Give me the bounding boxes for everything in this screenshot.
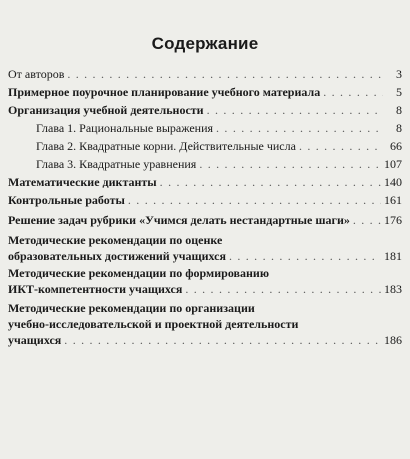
toc-entry-title: Решение задач рубрики «Учимся делать нестандартные шаги» (8, 213, 350, 227)
toc-entry-title-line: образовательных достижений учащихся (8, 249, 226, 263)
toc-entry-title-line: учебно-исследовательской и проектной деятельности (8, 317, 299, 331)
toc-entry-title-line: Методические рекомендации по организации (8, 301, 255, 315)
toc-entry (8, 301, 402, 347)
toc-entry (8, 213, 402, 227)
toc-subentry (36, 121, 402, 135)
toc-page-number: 8 (396, 103, 402, 117)
toc-page-number: 161 (384, 193, 402, 207)
page-title: Содержание (151, 34, 259, 53)
toc-entry (8, 67, 402, 81)
toc-entry-title: Глава 3. Квадратные уравнения (36, 157, 197, 171)
toc-page-number: 183 (384, 282, 402, 296)
toc-entry (8, 233, 402, 263)
dot-leader (64, 333, 381, 347)
toc-entry-title-line: учащихся (8, 333, 62, 347)
dot-leader (160, 175, 381, 189)
toc-entry (8, 193, 402, 207)
toc-page-number: 3 (396, 67, 402, 81)
dot-leader (299, 139, 383, 153)
toc-page-number: 181 (384, 249, 402, 263)
toc-entry-title: Математические диктанты (8, 175, 157, 189)
toc-entry-title: От авторов (8, 67, 65, 81)
toc-entry-title-line: Методические рекомендации по формированию (8, 266, 269, 280)
toc-entry-title: Глава 2. Квадратные корни. Действительные числа (36, 139, 296, 153)
dot-leader (67, 67, 383, 81)
toc-entry-title-line: ИКТ-компетентности учащихся (8, 282, 183, 296)
toc-entry (8, 85, 402, 99)
dot-leader (229, 249, 381, 263)
dot-leader (199, 157, 381, 171)
dot-leader (128, 193, 381, 207)
toc-entry (8, 266, 402, 296)
toc-entry-title: Организация учебной деятельности (8, 103, 204, 117)
dot-leader (353, 213, 381, 227)
toc-page-number: 66 (390, 139, 402, 153)
toc-subentry (36, 139, 402, 153)
toc-page-number: 176 (384, 213, 402, 227)
toc-entry-title: Глава 1. Рациональные выражения (36, 121, 214, 135)
dot-leader (323, 85, 383, 99)
toc-page-number: 8 (396, 121, 402, 135)
toc-page-number: 5 (396, 85, 402, 99)
toc-entry-title: Контрольные работы (8, 193, 125, 207)
dot-leader (185, 282, 381, 296)
toc-entry-title: Примерное поурочное планирование учебного материала (8, 85, 321, 99)
toc-subentry (36, 157, 402, 171)
toc-page-number: 140 (384, 175, 402, 189)
toc-page-number: 186 (384, 333, 402, 347)
toc-entry-title-line: Методические рекомендации по оценке (8, 233, 223, 247)
dot-leader (216, 121, 383, 135)
toc-entry (8, 103, 402, 117)
dot-leader (207, 103, 383, 117)
toc-entry (8, 175, 402, 189)
toc-page-number: 107 (384, 157, 402, 171)
